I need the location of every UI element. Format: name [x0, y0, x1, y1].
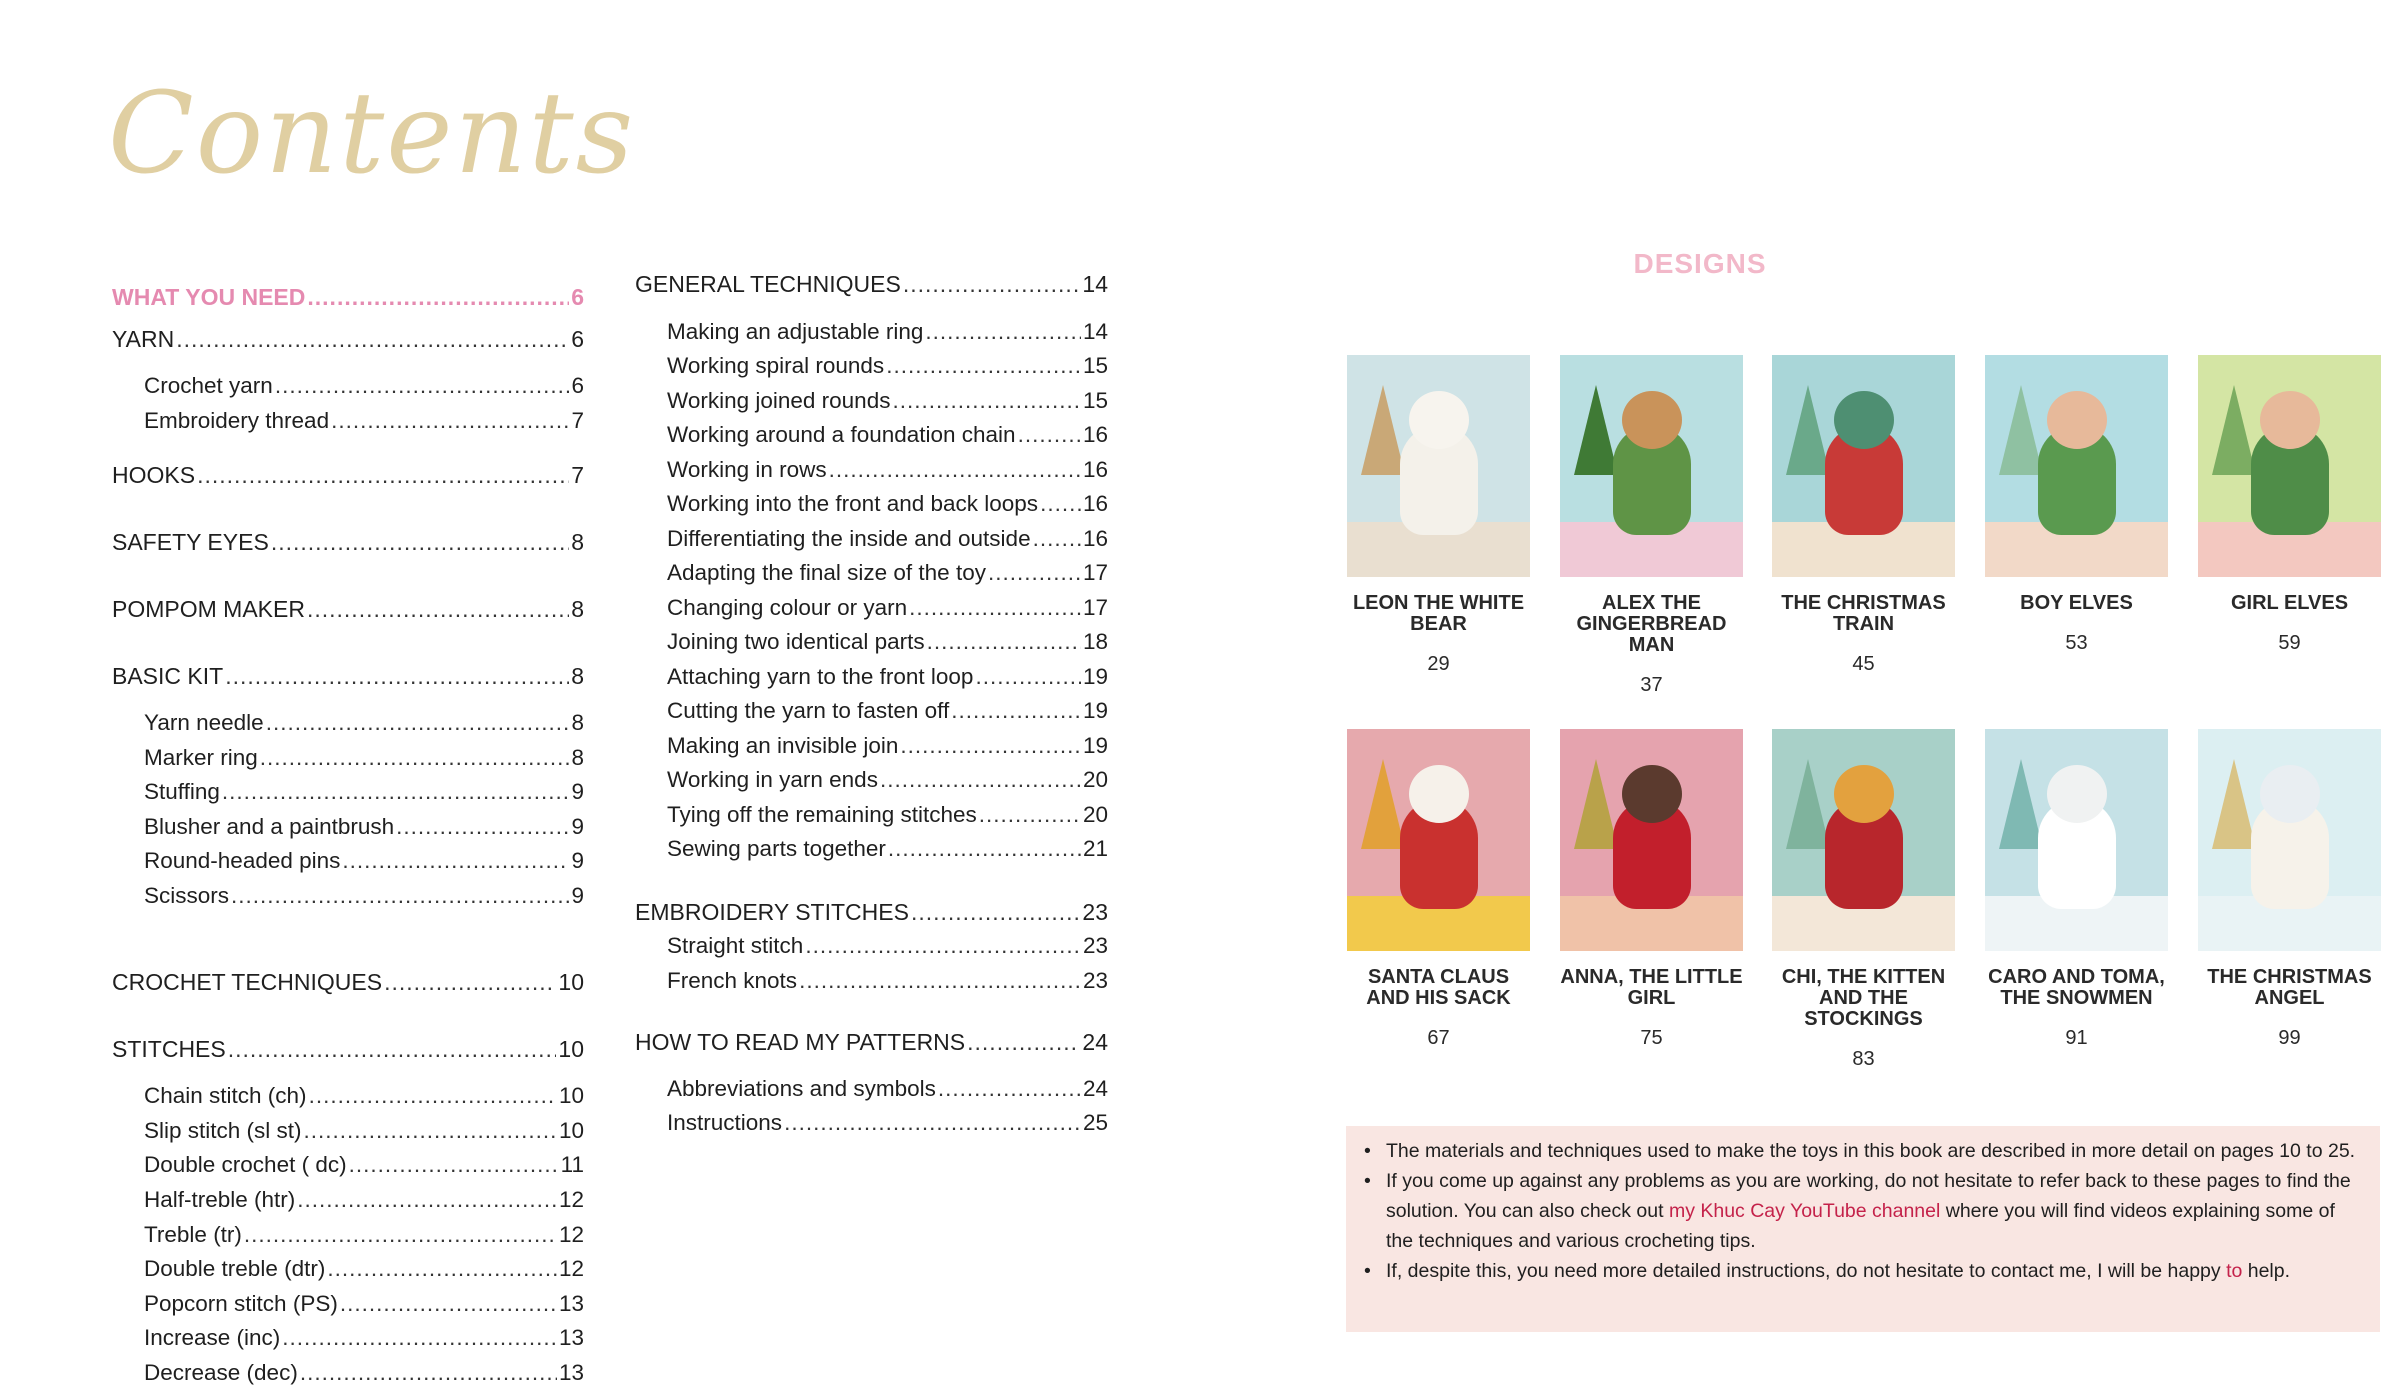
toc-entry-cutting-the-yarn-to-fasten-off[interactable]: [667, 695, 1108, 727]
dot-leader: [1040, 488, 1081, 520]
design-card-alex-the-gingerbread-man[interactable]: [1560, 355, 1743, 697]
toc-entry-label: Making an adjustable ring: [667, 319, 924, 344]
design-photo[interactable]: [1560, 355, 1743, 577]
design-name: BOY ELVES: [2020, 592, 2133, 614]
design-card-girl-elves[interactable]: [2198, 355, 2381, 655]
dot-leader: [1018, 419, 1081, 451]
toc-entry-label: Cutting the yarn to fasten off: [667, 698, 950, 723]
design-card-the-christmas-train[interactable]: [1772, 355, 1955, 676]
toc-entry-label: WHAT YOU NEED: [112, 284, 306, 310]
design-card-chi-the-kitten-and-the-stockings[interactable]: [1772, 729, 1955, 1071]
dot-leader: [975, 661, 1081, 693]
dot-leader: [805, 930, 1081, 962]
note-text: where you will find videos explaining some of the techniques and various crocheting tips.: [1386, 1200, 2335, 1252]
design-photo[interactable]: [2198, 729, 2381, 951]
dot-leader: [903, 268, 1081, 300]
toc-entry-page-number: 6: [571, 326, 584, 352]
toc-entry-page-number: 17: [1082, 560, 1108, 585]
toc-entry-embroidery-thread[interactable]: [144, 405, 584, 437]
photo-tree-decoration: [1361, 759, 1405, 849]
design-page-number: 99: [2278, 1027, 2301, 1049]
toc-entry-label: Differentiating the inside and outside: [667, 526, 1031, 551]
design-card-caro-and-toma-the-snowmen[interactable]: [1985, 729, 2168, 1050]
toc-entry-slip-stitch-sl-st[interactable]: [144, 1115, 584, 1147]
design-name: SANTA CLAUS AND HIS SACK: [1366, 966, 1511, 1009]
dot-leader: [829, 454, 1081, 486]
design-card-leon-the-white-bear[interactable]: [1347, 355, 1530, 676]
design-page-number: 45: [1852, 653, 1875, 675]
toc-entry-page-number: 12: [558, 1256, 584, 1281]
design-name: CARO AND TOMA, THE SNOWMEN: [1988, 966, 2165, 1009]
toc-entry-what-you-need[interactable]: [112, 281, 584, 313]
toc-entry-label: French knots: [667, 968, 798, 993]
toc-entry-page-number: 21: [1082, 836, 1108, 861]
toc-entry-increase-inc[interactable]: [144, 1322, 584, 1354]
toc-entry-label: Scissors: [144, 883, 230, 908]
design-name: ALEX THE GINGERBREAD MAN: [1576, 592, 1727, 656]
design-card-boy-elves[interactable]: [1985, 355, 2168, 655]
toy-head: [1834, 391, 1894, 449]
design-page-number: 37: [1640, 674, 1663, 696]
dot-leader: [176, 323, 569, 355]
photo-tree-decoration: [1999, 759, 2043, 849]
toc-entry-page-number: 12: [558, 1222, 584, 1247]
toc-entry-label: HOOKS: [112, 462, 196, 488]
dot-leader: [228, 1033, 557, 1065]
dot-leader: [244, 1219, 557, 1251]
design-photo[interactable]: [1985, 729, 2168, 951]
toc-entry-round-headed-pins[interactable]: [144, 845, 584, 877]
toc-entry-yarn-needle[interactable]: [144, 707, 584, 739]
toc-entry-adapting-the-final-size-of-the-toy[interactable]: [667, 557, 1108, 589]
design-photo[interactable]: [1772, 729, 1955, 951]
design-name: ANNA, THE LITTLE GIRL: [1560, 966, 1743, 1009]
toc-entry-label: Working around a foundation chain: [667, 422, 1016, 447]
dot-leader: [951, 695, 1081, 727]
toc-entry-label: SAFETY EYES: [112, 529, 269, 555]
toc-entry-page-number: 10: [558, 969, 584, 995]
toc-entry-page-number: 19: [1082, 733, 1108, 758]
toc-entry-page-number: 17: [1082, 595, 1108, 620]
toc-entry-label: Working spiral rounds: [667, 353, 885, 378]
toc-entry-label: Double treble (dtr): [144, 1256, 326, 1281]
toc-entry-hooks[interactable]: [112, 459, 584, 491]
toc-entry-page-number: 6: [571, 284, 584, 310]
toc-entry-page-number: 16: [1082, 526, 1108, 551]
design-photo[interactable]: [1347, 355, 1530, 577]
toc-entry-abbreviations-and-symbols[interactable]: [667, 1073, 1108, 1105]
contact-link[interactable]: to: [2226, 1260, 2243, 1282]
toc-entry-double-treble-dtr[interactable]: [144, 1253, 584, 1285]
designs-heading: DESIGNS: [1633, 248, 1767, 279]
dot-leader: [260, 742, 570, 774]
dot-leader: [349, 1149, 559, 1181]
note-item-1: [1362, 1136, 2362, 1166]
toc-entry-working-into-the-front-and-back-loops[interactable]: [667, 488, 1108, 520]
toc-entry-label: Popcorn stitch (PS): [144, 1291, 338, 1316]
toc-entry-page-number: 10: [558, 1036, 584, 1062]
toc-entry-page-number: 20: [1082, 767, 1108, 792]
dot-leader: [888, 833, 1081, 865]
toc-entry-working-spiral-rounds[interactable]: [667, 350, 1108, 382]
design-page-number: 53: [2065, 632, 2088, 654]
toc-entry-embroidery-stitches[interactable]: [635, 896, 1108, 928]
design-photo[interactable]: [1772, 355, 1955, 577]
photo-tree-decoration: [2212, 385, 2256, 475]
toc-entry-scissors[interactable]: [144, 880, 584, 912]
dot-leader: [900, 730, 1081, 762]
design-photo[interactable]: [1347, 729, 1530, 951]
toc-entry-label: Stuffing: [144, 779, 220, 804]
toc-entry-chain-stitch-ch[interactable]: [144, 1080, 584, 1112]
note-box: [1346, 1126, 2380, 1332]
toc-entry-stuffing[interactable]: [144, 776, 584, 808]
toc-entry-page-number: 8: [571, 663, 584, 689]
dot-leader: [340, 1288, 557, 1320]
design-page-number: 83: [1852, 1048, 1875, 1070]
note-text: help.: [2242, 1260, 2291, 1282]
design-card-the-christmas-angel[interactable]: [2198, 729, 2381, 1050]
toc-entry-half-treble-htr[interactable]: [144, 1184, 584, 1216]
toy-head: [2260, 391, 2320, 449]
photo-tree-decoration: [1786, 385, 1830, 475]
toc-entry-joining-two-identical-parts[interactable]: [667, 626, 1108, 658]
toc-entry-label: Attaching yarn to the front loop: [667, 664, 974, 689]
toc-entry-making-an-invisible-join[interactable]: [667, 730, 1108, 762]
design-name: LEON THE WHITE BEAR: [1352, 592, 1525, 635]
toc-entry-pompom-maker[interactable]: [112, 593, 584, 625]
toc-entry-making-an-adjustable-ring[interactable]: [667, 316, 1108, 348]
toc-entry-attaching-yarn-to-the-front-loop[interactable]: [667, 661, 1108, 693]
toy-head: [2047, 391, 2107, 449]
toc-entry-page-number: 14: [1082, 271, 1108, 297]
toc-entry-decrease-dec[interactable]: [144, 1357, 584, 1389]
toc-entry-tying-off-the-remaining-stitches[interactable]: [667, 799, 1108, 831]
dot-leader: [396, 811, 569, 843]
design-name: GIRL ELVES: [2230, 592, 2349, 614]
dot-leader: [938, 1073, 1081, 1105]
toc-entry-page-number: 18: [1082, 629, 1108, 654]
toc-entry-label: Adapting the final size of the toy: [667, 560, 986, 585]
toc-entry-how-to-read-my-patterns[interactable]: [635, 1026, 1108, 1058]
toc-entry-label: Working into the front and back loops: [667, 491, 1039, 516]
toc-entry-page-number: 16: [1082, 457, 1108, 482]
toc-entry-label: Working in yarn ends: [667, 767, 878, 792]
toc-entry-label: CROCHET TECHNIQUES: [112, 969, 383, 995]
design-card-anna-the-little-girl[interactable]: [1560, 729, 1743, 1050]
dot-leader: [909, 592, 1081, 624]
dot-leader: [892, 385, 1081, 417]
toc-entry-instructions[interactable]: [667, 1107, 1108, 1139]
dot-leader: [225, 660, 569, 692]
dot-leader: [282, 1322, 557, 1354]
dot-leader: [327, 1253, 557, 1285]
photo-tree-decoration: [2212, 759, 2256, 849]
toc-entry-page-number: 10: [558, 1083, 584, 1108]
toc-entry-page-number: 13: [558, 1291, 584, 1316]
dot-leader: [799, 965, 1081, 997]
toc-entry-page-number: 11: [560, 1152, 584, 1177]
dot-leader: [304, 1115, 557, 1147]
design-photo[interactable]: [1560, 729, 1743, 951]
design-page-number: 67: [1427, 1027, 1450, 1049]
note-item-2: [1362, 1166, 2362, 1256]
toc-entry-page-number: 23: [1082, 899, 1108, 925]
toc-entry-page-number: 15: [1082, 388, 1108, 413]
design-page-number: 59: [2278, 632, 2301, 654]
toc-entry-label: Abbreviations and symbols: [667, 1076, 936, 1101]
design-photo[interactable]: [1985, 355, 2168, 577]
toc-entry-label: Crochet yarn: [144, 373, 273, 398]
toc-entry-page-number: 19: [1082, 698, 1108, 723]
dot-leader: [300, 1357, 557, 1389]
note-text: If, despite this, you need more detailed instructions, do not hesitate to contact me, I will be happy: [1386, 1260, 2227, 1282]
toc-entry-page-number: 6: [571, 373, 584, 398]
toc-entry-page-number: 8: [571, 596, 584, 622]
toc-entry-label: Making an invisible join: [667, 733, 899, 758]
dot-leader: [1033, 523, 1081, 555]
dot-leader: [309, 1080, 557, 1112]
note-text: The materials and techniques used to make the toys in this book are described in more detail on pages 10 to 25.: [1386, 1140, 2356, 1162]
toc-entry-label: BASIC KIT: [112, 663, 224, 689]
page-title: Contents: [108, 69, 636, 199]
toy-head: [1409, 391, 1469, 449]
toy-head: [2047, 765, 2107, 823]
toc-entry-double-crochet-dc[interactable]: [144, 1149, 584, 1181]
dot-leader: [886, 350, 1081, 382]
toc-entry-page-number: 9: [571, 883, 584, 908]
toc-entry-safety-eyes[interactable]: [112, 526, 584, 558]
dot-leader: [331, 405, 569, 437]
dot-leader: [967, 1026, 1080, 1058]
dot-leader: [275, 370, 570, 402]
toc-entry-page-number: 8: [571, 745, 584, 770]
photo-tree-decoration: [1999, 385, 2043, 475]
dot-leader: [925, 316, 1081, 348]
toc-entry-general-techniques[interactable]: [635, 268, 1108, 300]
toc-entry-working-in-yarn-ends[interactable]: [667, 764, 1108, 796]
toc-entry-label: Instructions: [667, 1110, 783, 1135]
note-text: If you come up against any problems as you are working, do not hesitate to refer back to these pages to find the solution. You can also check out: [1386, 1170, 2351, 1222]
toc-entry-treble-tr[interactable]: [144, 1219, 584, 1251]
photo-tree-decoration: [1361, 385, 1405, 475]
toc-entry-page-number: 9: [571, 848, 584, 873]
toc-entry-working-joined-rounds[interactable]: [667, 385, 1108, 417]
toc-entry-label: EMBROIDERY STITCHES: [635, 899, 909, 925]
toc-entry-page-number: 8: [571, 710, 584, 735]
toc-entry-label: Yarn needle: [144, 710, 264, 735]
dot-leader: [222, 776, 570, 808]
toc-entry-label: POMPOM MAKER: [112, 596, 305, 622]
design-page-number: 29: [1427, 653, 1450, 675]
toc-entry-label: HOW TO READ MY PATTERNS: [635, 1029, 966, 1055]
photo-tree-decoration: [1574, 759, 1618, 849]
toc-entry-label: YARN: [112, 326, 175, 352]
dot-leader: [197, 459, 569, 491]
dot-leader: [911, 896, 1080, 928]
toc-entry-label: Blusher and a paintbrush: [144, 814, 395, 839]
dot-leader: [784, 1107, 1081, 1139]
toc-entry-french-knots[interactable]: [667, 965, 1108, 997]
toc-entry-label: Decrease (dec): [144, 1360, 298, 1385]
toc-entry-page-number: 9: [571, 779, 584, 804]
toc-entry-basic-kit[interactable]: [112, 660, 584, 692]
design-card-santa-claus-and-his-sack[interactable]: [1347, 729, 1530, 1050]
toc-entry-label: Sewing parts together: [667, 836, 886, 861]
toc-entry-label: GENERAL TECHNIQUES: [635, 271, 901, 297]
design-name: THE CHRISTMAS ANGEL: [2207, 966, 2372, 1009]
photo-tree-decoration: [1786, 759, 1830, 849]
toc-entry-page-number: 25: [1082, 1110, 1108, 1135]
toc-entry-page-number: 8: [571, 529, 584, 555]
toc-entry-label: Increase (inc): [144, 1325, 281, 1350]
photo-tree-decoration: [1574, 385, 1618, 475]
toc-entry-page-number: 23: [1082, 933, 1108, 958]
toc-entry-page-number: 20: [1082, 802, 1108, 827]
toy-head: [1622, 765, 1682, 823]
toc-entry-page-number: 7: [571, 462, 584, 488]
toc-entry-page-number: 16: [1082, 491, 1108, 516]
toc-entry-working-around-a-foundation-chain[interactable]: [667, 419, 1108, 451]
toc-entry-label: Changing colour or yarn: [667, 595, 908, 620]
toc-entry-label: Half-treble (htr): [144, 1187, 296, 1212]
toc-entry-crochet-yarn[interactable]: [144, 370, 584, 402]
toc-entry-crochet-techniques[interactable]: [112, 966, 584, 998]
toc-entry-page-number: 23: [1082, 968, 1108, 993]
youtube-channel-link[interactable]: my Khuc Cay YouTube channel: [1668, 1200, 1941, 1222]
dot-leader: [307, 593, 569, 625]
toc-entry-page-number: 13: [558, 1325, 584, 1350]
toc-entry-label: Working joined rounds: [667, 388, 891, 413]
toc-entry-page-number: 24: [1082, 1076, 1108, 1101]
design-name: THE CHRISTMAS TRAIN: [1781, 592, 1946, 635]
toc-entry-label: Marker ring: [144, 745, 258, 770]
note-item-3: [1362, 1256, 2362, 1286]
design-page-number: 75: [1640, 1027, 1663, 1049]
toy-head: [1409, 765, 1469, 823]
design-page-number: 91: [2065, 1027, 2088, 1049]
dot-leader: [342, 845, 569, 877]
toc-entry-blusher-and-a-paintbrush[interactable]: [144, 811, 584, 843]
dot-leader: [384, 966, 556, 998]
toc-entry-working-in-rows[interactable]: [667, 454, 1108, 486]
dot-leader: [271, 526, 569, 558]
toc-entry-sewing-parts-together[interactable]: [667, 833, 1108, 865]
dot-leader: [988, 557, 1081, 589]
toc-entry-page-number: 16: [1082, 422, 1108, 447]
dot-leader: [307, 281, 569, 313]
toc-entry-label: Chain stitch (ch): [144, 1083, 307, 1108]
toy-head: [1622, 391, 1682, 449]
toc-entry-label: Treble (tr): [144, 1222, 242, 1247]
toc-entry-label: Straight stitch: [667, 933, 804, 958]
toc-entry-marker-ring[interactable]: [144, 742, 584, 774]
toc-entry-page-number: 10: [558, 1118, 584, 1143]
dot-leader: [880, 764, 1081, 796]
toc-entry-label: Joining two identical parts: [667, 629, 925, 654]
dot-leader: [231, 880, 569, 912]
toc-entry-popcorn-stitch-ps[interactable]: [144, 1288, 584, 1320]
toc-entry-label: Tying off the remaining stitches: [667, 802, 977, 827]
toc-entry-changing-colour-or-yarn[interactable]: [667, 592, 1108, 624]
toc-entry-straight-stitch[interactable]: [667, 930, 1108, 962]
toy-head: [1834, 765, 1894, 823]
toc-entry-stitches[interactable]: [112, 1033, 584, 1065]
toc-entry-label: Double crochet ( dc): [144, 1152, 347, 1177]
dot-leader: [266, 707, 570, 739]
toc-entry-label: Round-headed pins: [144, 848, 341, 873]
toy-head: [2260, 765, 2320, 823]
toc-entry-page-number: 9: [571, 814, 584, 839]
design-photo[interactable]: [2198, 355, 2381, 577]
toc-entry-page-number: 15: [1082, 353, 1108, 378]
toc-entry-page-number: 24: [1082, 1029, 1108, 1055]
toc-entry-differentiating-the-inside-and-outside[interactable]: [667, 523, 1108, 555]
dot-leader: [927, 626, 1081, 658]
toc-entry-page-number: 7: [571, 408, 584, 433]
dot-leader: [297, 1184, 557, 1216]
toc-entry-label: Slip stitch (sl st): [144, 1118, 302, 1143]
toc-entry-page-number: 13: [558, 1360, 584, 1385]
toc-entry-yarn[interactable]: [112, 323, 584, 355]
toc-entry-label: Working in rows: [667, 457, 827, 482]
toc-entry-page-number: 12: [558, 1187, 584, 1212]
toc-entry-label: STITCHES: [112, 1036, 226, 1062]
toc-entry-label: Embroidery thread: [144, 408, 330, 433]
design-name: CHI, THE KITTEN AND THE STOCKINGS: [1781, 966, 1946, 1030]
toc-entry-page-number: 14: [1082, 319, 1108, 344]
dot-leader: [979, 799, 1081, 831]
toc-entry-page-number: 19: [1082, 664, 1108, 689]
